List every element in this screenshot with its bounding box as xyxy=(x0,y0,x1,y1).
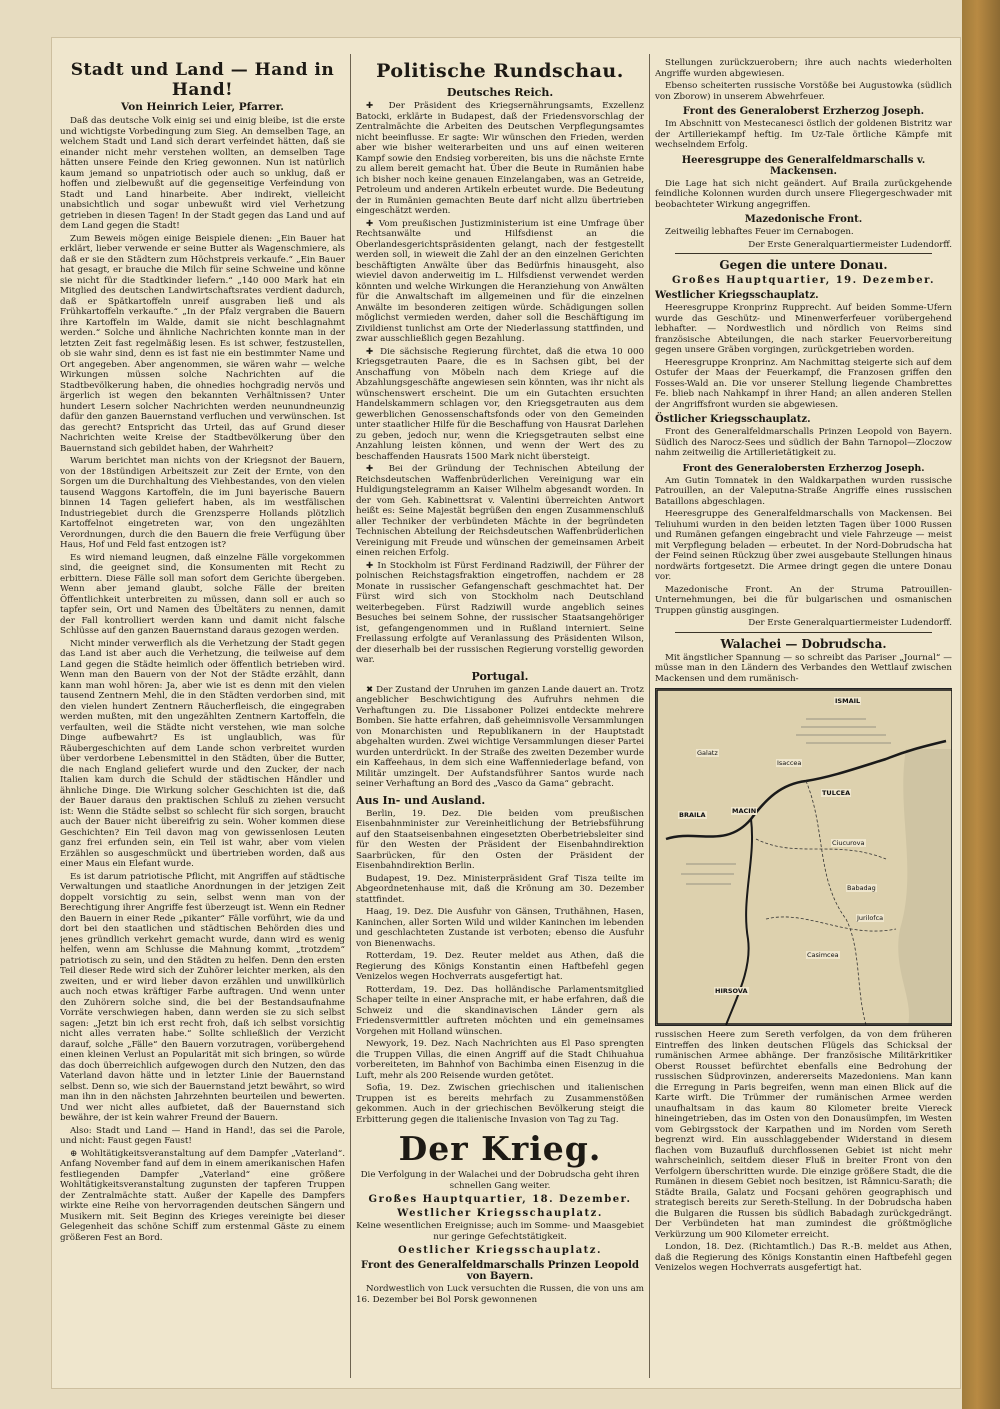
map-label: Galatz xyxy=(697,749,718,757)
krieg-title: Der Krieg. xyxy=(398,1129,602,1168)
subsection-heading: Aus In- und Ausland. xyxy=(356,793,486,807)
divider xyxy=(675,253,932,254)
paragraph: Zeitweilig lebhaftes Feuer im Cernabogen. xyxy=(665,227,854,237)
front-heading: Front des Generalobersten Erzherzog Joseph. xyxy=(682,462,925,474)
map-drawing xyxy=(656,689,952,1025)
notice: ⊕ Wohltätigkeitsveranstaltung auf dem Dampfer „Vaterland“. Anfang November fand auf dem in einem amerikanischen Hafen festliegenden Dampfer „Vaterland“ eine größere Wohltätigkeitsveranstaltung zugunsten der tapferen Truppen der Zentralmächte statt. Außer der Kapelle des Dampfers wirkte eine Reihe von hervorragenden deutschen Sängern und Musikern mit. Seit Beginn des Krieges vereinigte bei dieser Gelegenheit das schöne Schiff zum erstenmal Gäste zu einem größeren Fest an Bord. xyxy=(60,1148,345,1243)
paragraph: ✚ Vom preußischen Justizministerium ist eine Umfrage über Rechtsanwälte und Hilfsdienst an die Oberlandesgerichtspräsidenten gelangt, nach der festgestellt werden soll, in wieweit die Zahl der an den einzelnen Gerichten beschäftigten Anwälte über das Bedürfnis hinausgeht, also wieviel davon anderweitig im L. Hilfsdienst verwendet werden könnten und welche Wirkungen die Heranziehung von Anwälten für die Anwaltschaft im allgemeinen und für die einzelnen Anwälte im besonderen zeitigen würde. Schädigungen sollen möglichst vermieden werden, daher soll die Beschäftigung im Zivildienst tunlichst am Orte der Niederlassung stattfinden, und zwar ausschließlich gegen Bezahlung. xyxy=(356,218,644,344)
column-rule xyxy=(350,54,351,1378)
divider xyxy=(675,632,932,633)
section-title: Walachei — Dobrudscha. xyxy=(720,636,887,651)
front-heading: Mazedonische Front. xyxy=(744,214,863,225)
paragraph: Ebenso scheiterten russische Vorstöße bei Augustowka (südlich von Zborow) in unserem Abwehrfeuer. xyxy=(655,81,952,102)
paragraph: Mazedonische Front. An der Struma Patrouillen-Unternehmungen, bei die für bulgarischen und osmanischen Truppen günstig ausgingen. xyxy=(655,584,952,616)
front-heading: Front des Generaloberst Erzherzog Joseph. xyxy=(682,106,925,117)
paragraph: Nicht minder verwerflich als die Verhetzung der Stadt gegen das Land ist aber auch die Verhetzung, die teilweise auf dem Land gegen die Städte heimlich oder öffentlich betrieben wird. Wenn man den Bauern von der Not der Städte erzählt, dann kann man wohl hören: Ja, aber wie ist es denn mit den vielen tausend Zentnern Mehl, die in den Städten verdorben sind, mit den vielen hundert Zentnern Räucherfleisch, die eingegraben werden mußten, mit den ungezählten Zentnern Kartoffeln, die verfaulten, weil die Städte nicht verstehen, wie man solche Dinge aufbewahrt? Es ist unglaublich, was für Räubergeschichten auf dem Lande schon verbreitet wurden über verdorbene Lebensmittel in den Städten, über die Butter, die nach England geliefert wurde und den Zucker, der nach Italien kam durch die Schuld der städtischen Händler und ähnliche Dinge. Die Wirkung solcher Geschichten ist die, daß der Bauer daraus den praktischen Schluß zu ziehen versucht ist: Wenn die Städte selbst so schlecht für sich sorgen, braucht auch der Bauer nicht übereifrig zu sein. Woher kommen diese Geschichten? Ein Teil davon mag von gewissenlosen Leuten ganz frei erfunden sein, ein Teil ist wahr, aber vom vielen Erzählen so ausgeschmückt und übertrieben worden, daß aus einer Maus ein Elefant wurde. xyxy=(60,638,345,869)
section-title: Gegen die untere Donau. xyxy=(719,258,888,272)
front-heading: Heeresgruppe des Generalfeldmarschalls v. Mackensen. xyxy=(681,154,926,177)
map-label: Ciucurova xyxy=(832,839,865,847)
news-item: Berlin, 19. Dez. Die beiden vom preußischen Eisenbahnminister zur Vereinheitlichung der Betriebsführung auf den Staatseisenbahnen eingesetzten Oberbetriebsleiter sind für den Westen der Präsident der Eisenbahndirektion Saarbrücken, für den Osten der Präsident der Eisenbahndirektion Berlin. xyxy=(356,808,644,871)
paragraph: ✚ Der Präsident des Kriegsernährungsamts, Exzellenz Batocki, erklärte in Budapest, daß der Friedensvorschlag der Zentralmächte die Arbeiten des Deutschen Verpflegungsamtes nicht beeinflusse. Er sagte: Wir wünschen den Frieden, werden aber wie bisher weiterarbeiten und uns auf einen weiteren Kampf sowie den Endsieg vorbereiten, bis uns die nächste Ernte zu allem bereit gemacht hat. Über die Beute in Rumänien habe ich bisher noch keine genauen Einzelangaben, was an Getreide, Petroleum und anderen Artikeln erbeutet wurde. Die Bedeutung der in Rumänien gemachten Beute darf nicht allzu übertrieben eingeschätzt werden. xyxy=(356,101,644,216)
column-3 xyxy=(655,58,952,1374)
paragraph: ✖ Der Zustand der Unruhen im ganzen Lande dauert an. Trotz angeblicher Beschwichtigung des Aufruhrs nehmen die Verhaftungen zu. Die Lissaboner Polizei entdeckte mehrere Bomben. Sie hatte erfahren, daß geheimnisvolle Versammlungen von Monarchisten und Republikanern in der Hauptstadt abgehalten wurden. Zwei wichtige Versammlungen dieser Partei wurden unterdrückt. In der Straße des zweiten Dezember wurde ein Kaffeehaus, in dem sich eine Waffenniederlage befand, von Militär umzingelt. Der Aufstandsführer Santos wurde nach seiner Verhaftung an Bord des „Vasco da Gama“ gebracht. xyxy=(356,684,644,789)
map-dobrudscha xyxy=(655,688,952,1026)
column-2 xyxy=(356,58,644,1374)
paragraph: Mit ängstlicher Spannung — so schreibt das Pariser „Journal“ — müsse man in den Ländern des Verbandes den Wettlauf zwischen Mackensen und dem rumänisch- xyxy=(655,652,952,684)
map-label: TULCEA xyxy=(822,789,851,797)
map-label: ISMAIL xyxy=(835,697,861,705)
map-label: Isaccea xyxy=(777,759,802,767)
theater-heading: Oestlicher Kriegsschauplatz. xyxy=(398,1245,602,1256)
byline: Von Heinrich Leier, Pfarrer. xyxy=(121,101,284,113)
paragraph: Stellungen zurückzuerobern; ihre auch nachts wiederholten Angriffe wurden abgewiesen. xyxy=(655,58,952,79)
news-item: Newyork, 19. Dez. Nach Nachrichten aus El Paso sprengten die Truppen Villas, die einen Angriff auf die Stadt Chihuahua vorbereiteten, im Bahnhof von Bachimba einen Eisenzug in die Luft, mehr als 200 Reisende wurden getötet. xyxy=(356,1039,644,1081)
section-title: Politische Rundschau. xyxy=(376,60,624,82)
paragraph: Heeresgruppe des Generalfeldmarschalls von Mackensen. Bei Teliuhumi wurden in den beiden letzten Tagen über 1000 Russen und Rumänen gefangen eingebracht und viele Fahrzeuge — meist mit Verpflegung beladen — erbeutet. In der Nord-Dobrudscha hat der Feind seinen Rückzug über zwei ausgebaute Stellungen hinaus nordwärts fortgesetzt. Die Armee dringt gegen die untere Donau vor. xyxy=(655,509,952,582)
signature: Der Erste Generalquartiermeister Ludendorff. xyxy=(748,618,952,628)
news-item: Rotterdam, 19. Dez. Das holländische Parlamentsmitglied Schaper teilte in einer Ansprache mit, er habe erfahren, daß die Schweiz und die skandinavischen Länder gern als Friedensvermittler auftreten möchten und ein gemeinsames Vorgehen mit Holland wünschen. xyxy=(356,984,644,1037)
paragraph: Also: Stadt und Land — Hand in Hand!, das sei die Parole, und nicht: Faust gegen Faust! xyxy=(60,1125,345,1146)
paragraph: Es wird niemand leugnen, daß einzelne Fälle vorgekommen sind, die geeignet sind, die Konsumenten mit Recht zu erbittern. Diese Fälle soll man sofort dem Gerichte übergeben. Wenn aber jemand glaubt, solche Fälle der breiten Öffentlichkeit unterbreiten zu müssen, dann soll er auch so tapfer sein, Ort und Namen des Übeltäters zu nennen, damit der Fall kontrolliert werden kann und damit nicht falsche Schlüsse auf den ganzen Bauernstand daraus gezogen werden. xyxy=(60,552,345,636)
map-label: Babadag xyxy=(847,884,876,892)
paragraph: Die Verfolgung in der Walachei und der Dobrudscha geht ihren schnellen Gang weiter. xyxy=(360,1170,640,1191)
paragraph: Warum berichtet man nichts von der Kriegsnot der Bauern, von der 18stündigen Arbeitszeit zur Zeit der Ernte, von den Sorgen um die Durchhaltung des Viehbestandes, von den vielen tausend Waggons Kartoffeln, die im Juni bayerische Bauern binnen 14 Tagen geliefert haben, als im westfälischen Industriegebiet durch die Grenzsperre Hollands plötzlich Kartoffelnot eingetreten war, von den ungezählten Verordnungen, durch die den Bauern die freie Verfügung über Haus, Hof und Feld fast entzogen ist? xyxy=(60,456,345,550)
map-label: Casimcea xyxy=(807,951,839,959)
paragraph: ✚ Die sächsische Regierung fürchtet, daß die etwa 10 000 Kriegsgetrauten Paare, die es in Sachsen gibt, bei der Anschaffung von Möbeln nach dem Kriege auf die Abzahlungsgeschäfte angewiesen sein könnten, was ihr nicht als wünschenswert erscheint. Die um ein Gutachten ersuchten Handelskammern schlagen vor, den Kriegsgetrauten aus dem gewerblichen Genossenschaftsfonds oder von den Gemeinden unter staatlicher Hilfe für die Beschaffung von Hausrat Darlehen zu geben, jedoch nur, wenn die Kriegsgetrauten selbst eine Anzahlung leisten können, und wenn der Wert des zu beschaffenden Hausrats 1500 Mark nicht übersteigt. xyxy=(356,346,644,462)
theater-heading: Östlicher Kriegsschauplatz. xyxy=(655,414,811,425)
news-item: Budapest, 19. Dez. Ministerpräsident Graf Tisza teilte im Abgeordnetenhause mit, daß die Krönung am 30. Dezember stattfindet. xyxy=(356,873,644,905)
column-1 xyxy=(60,58,345,1374)
hq-heading: Großes Hauptquartier, 18. Dezember. xyxy=(368,1194,632,1205)
theater-heading: Westlicher Kriegsschauplatz. xyxy=(397,1208,603,1219)
paragraph: Die Lage hat sich nicht geändert. Auf Braila zurückgehende feindliche Kolonnen wurden durch unsere Fliegergeschwader mit beobachteter Wirkung angegriffen. xyxy=(655,178,952,210)
paragraph: ✚ Bei der Gründung der Technischen Abteilung der Reichsdeutschen Waffenbrüderlichen Vereinigung war ein Huldigungstelegramm an Kaiser Wilhelm abgesandt worden. In der vom Geh. Kabinettsrat v. Valentini überreichten Antwort heißt es: Seine Majestät begrüßen den engen Zusammenschluß aller Techniker der verbündeten Mächte in der begründeten Technischen Abteilung der Reichsdeutschen Waffenbrüderlichen Vereinigung mit Freude und wünschen der gemeinsamen Arbeit einen reichen Erfolg. xyxy=(356,464,644,558)
paragraph: russischen Heere zum Sereth verfolgen, da von dem früheren Eintreffen des linken deutschen Flügels das Schicksal der rumänischen Armee abhänge. Der französische Militärkritiker Oberst Rousset befürchtet ebenfalls eine Bedrohung der russischen Südprovinzen, andererseits Mazedoniens. Man kann die Erregung in Paris begreifen, wenn man einen Blick auf die Karte wirft. Die Trümmer der rumänischen Armee werden unaufhaltsam in das kaum 80 Kilometer breite Viereck hineingetrieben, das im Osten von den Donausümpfen, im Westen vom Gebirgsstock der Karpathen und im Norden vom Sereth begrenzt wird. Ein ausschlaggebender Widerstand in diesem flachen vom Buzaufluß durchflossenen Gebiet ist nicht mehr wahrscheinlich, seitdem dieser Fluß in breiter Front von den Verfolgern überschritten wurde. Die einzige größere Stadt, die die Rumänen in diesem Gebiet noch besitzen, ist Râmnicu-Sarath; die Städte Braila, Galatz und Focșani gehören geographisch und strategisch bereits zur Sereth-Stellung. In der Dobrudscha haben die Bulgaren die Russen bis südlich Babadagh zurückgedrängt. Der Verbündeten hat man zumindest die größtmögliche Verkürzung um 900 Kilometer erreicht. xyxy=(655,1030,952,1240)
paragraph: Es ist darum patriotische Pflicht, mit Angriffen auf städtische Verwaltungen und staatliche Anordnungen in der jetzigen Zeit doppelt vorsichtig zu sein, selbst wenn man von der Berechtigung ihrer Angriffe fest überzeugt ist. Wenn ein Redner den Bauern in einer Rede „pikanter“ Fälle vorführt, wie da und dort bei den staatlichen und städtischen Behörden dies und jenes gründlich verkehrt gemacht wurde, dann wird es wenig helfen, wenn am Schlusse die Mahnung kommt, „trotzdem“ patriotisch zu sein, und den Städten zu helfen. Denn den ersten Teil dieser Rede wird sich der Zuhörer leichter merken, als den zweiten, und er wird lieber davon erzählen und unwillkürlich auch noch etwas kräftiger Farbe auftragen. Und wenn unter den Zuhörern solche sind, die bei der Bestandsaufnahme Vorräte verschwiegen haben, dann werden sie zu sich selbst sagen: „Jetzt bin ich erst recht froh, daß ich selbst vorsichtig nicht alles verraten habe.“ Sollte schließlich der Verzicht darauf, solche „Fälle“ den Bauern vorzutragen, vorübergehend einen kleinen Verlust an Popularität mit sich bringen, so würde das doch überreichlich aufgewogen durch den Nutzen, den das Vaterland davon hätte und in letzter Linie der Bauernstand selbst. Denn so, wie sich der Bauernstand jetzt bewährt, so wird man ihn in den nächsten Jahrzehnten beurteilen und bewerten. Und wer nicht alles aufbietet, daß der Bauernstand sich bewähre, der ist kein wahrer Freund der Bauern. xyxy=(60,871,345,1123)
paragraph: Heeresgruppe Kronprinz. Am Nachmittag steigerte sich auf dem Ostufer der Maas der Feuerkampf, die Franzosen griffen den Fosses-Wald an. Die vor unserer Stellung liegende Chambrettes Fe. blieb nach Nahkampf in ihrer Hand; an allen anderen Stellen der Angriffsfront wurden sie abgewiesen. xyxy=(655,357,952,410)
theater-heading: Westlicher Kriegsschauplatz. xyxy=(655,290,819,301)
front-heading: Front des Generalfeldmarschalls Prinzen Leopold von Bayern. xyxy=(361,1260,639,1282)
news-item: Sofia, 19. Dez. Zwischen griechischen und italienischen Truppen ist es bereits mehrfach zu Zusammenstößen gekommen. Auch in der griechischen Bevölkerung steigt die Erbitterung gegen die italienische Invasion von Tag zu Tag. xyxy=(356,1083,644,1125)
hq-heading: Großes Hauptquartier, 19. Dezember. xyxy=(672,275,935,286)
map-label: HIRSOVA xyxy=(715,987,748,995)
column-rule xyxy=(649,54,650,1378)
paragraph: Nordwestlich von Luck versuchten die Russen, die von uns am 16. Dezember bei Bol Porsk gewonnenen xyxy=(356,1284,644,1305)
map-label: MACIN xyxy=(732,807,757,815)
paragraph: Heeresgruppe Kronprinz Rupprecht. Auf beiden Somme-Ufern wurde das Geschütz- und Minenwerferfeuer vorübergehend lebhafter. — Nordwestlich und nördlich von Reims sind französische Abteilungen, die nach starker Feuervorbereitung gegen unsere Gräben vorgingen, zurückgetrieben worden. xyxy=(655,303,952,355)
paragraph: Keine wesentlichen Ereignisse; auch im Somme- und Maasgebiet nur geringe Gefechtstätigkeit. xyxy=(356,1221,644,1242)
paragraph: Zum Beweis mögen einige Beispiele dienen: „Ein Bauer hat erklärt, lieber verwende er seine Butter als Wagenschmiere, als daß er sie den Städtern zum Höchstpreis verkaufe.“ „Ein Bauer hat gesagt, er brauche die Milch für seine Schweine und könne sie nicht für die Stadtkinder liefern.“ „140 000 Mark hat ein Mitglied des deutschen Landwirtschaftsrates verdient dadurch, daß er Spätkartoffeln unreif ausgraben ließ und als Frühkartoffeln verkaufte.“ „In der Pfalz vergraben die Bauern ihre Kartoffeln im Walde, damit sie nicht beschlagnahmt werden.“ Solche und ähnliche Nachrichten konnte man in der letzten Zeit fast regelmäßig lesen. Es ist schwer, festzustellen, ob sie wahr sind, denn es ist fast nie ein bestimmter Name und Ort angegeben. Aber angenommen, sie wären wahr — welche Wirkungen müssen solche Nachrichten auf die Stadtbevölkerung haben, die ohnedies hochgradig nervös und ärgerlich ist wegen den bekannten Verhältnissen? Unter hundert Lesern solcher Nachrichten werden neunundneunzig dafür den ganzen Bauernstand verfluchen und verwünschen. Ist das gerecht? Entspricht das Urteil, das auf Grund dieser Nachrichten weite Kreise der Stadtbevölkerung über den Bauernstand sich gebildet haben, der Wahrheit? xyxy=(60,233,345,454)
news-item: Haag, 19. Dez. Die Ausfuhr von Gänsen, Truthähnen, Hasen, Kaninchen, aller Sorten Wild und wilder Kaninchen im lebenden und geschlachteten Zustande ist verboten; ebenso die Ausfuhr von Bienenwachs. xyxy=(356,907,644,949)
news-item: Rotterdam, 19. Dez. Reuter meldet aus Athen, daß die Regierung des Königs Konstantin einen Haftbefehl gegen Venizelos wegen Hochverrats ausgefertigt hat. xyxy=(356,951,644,982)
map-label: Jurilofca xyxy=(857,914,884,922)
map-label: BRAILA xyxy=(679,811,706,819)
paragraph: London, 18. Dez. (Richtamtlich.) Das R.-B. meldet aus Athen, daß die Regierung des Königs Konstantin einen Haftbefehl gegen Venizelos wegen Hochverrats ausgefertigt hat. xyxy=(655,1242,952,1273)
paragraph: Im Abschnitt von Mestecanesci östlich der goldenen Bistritz war der Artilleriekampf heftig. Im Uz-Tale örtliche Kämpfe mit wechselndem Erfolg. xyxy=(655,119,952,150)
newspaper-page xyxy=(52,38,960,1388)
page-edge xyxy=(962,0,1000,1409)
signature: Der Erste Generalquartiermeister Ludendorff. xyxy=(748,239,952,250)
subsection-heading: Deutsches Reich. xyxy=(446,86,554,99)
article-title: Stadt und Land — Hand in Hand! xyxy=(70,60,335,100)
paragraph: Daß das deutsche Volk einig sei und einig bleibe, ist die erste und wichtigste Vorbedingung zum Sieg. An demselben Tage, an welchem Stadt und Land sich derart verfeindet hätten, daß sie einander nicht mehr verstehen wollten, an demselben Tage hätten unsere Feinde den Krieg gewonnen. Nun ist natürlich kaum jemand so unpatriotisch oder auch so unklug, daß er hoffen und zielbewußt auf die gegenseitige Verfeindung von Stadt und Land hinarbeite. Aber indirekt, vielleicht unabsichtlich und sogar unbewußt wird viel Verhetzung getrieben in diesen Tagen! In der Stadt gegen das Land und auf dem Land gegen die Stadt! xyxy=(60,116,345,231)
paragraph: Am Gutin Tomnatek in den Waldkarpathen wurden russische Patrouillen, an der Valeputna-Straße Angriffe eines russischen Bataillons abgeschlagen. xyxy=(655,475,952,507)
subsection-heading: Portugal. xyxy=(471,669,529,683)
paragraph: Front des Generalfeldmarschalls Prinzen Leopold von Bayern. Südlich des Narocz-Sees und südlich der Bahn Tarnopol—Zloczow nahm zeitweilig die Artillerietätigkeit zu. xyxy=(655,427,952,458)
paragraph: ✚ In Stockholm ist Fürst Ferdinand Radziwill, der Führer der polnischen Reichstagsfraktion eingetroffen, nachdem er 28 Monate in russischer Gefangenschaft geschmachtet hat. Der Fürst wird sich von Stockholm nach Deutschland weiterbegeben. Fürst Radziwill wurde angeblich seines Besuches bei seinem Sohne, der russischer Staatsangehöriger ist, gefangengenommen und in Rußland interniert. Seine Freilassung erfolgte auf Veranlassung des Präsidenten Wilson, der dieserhalb bei der russischen Regierung vorstellig geworden war. xyxy=(356,560,644,665)
